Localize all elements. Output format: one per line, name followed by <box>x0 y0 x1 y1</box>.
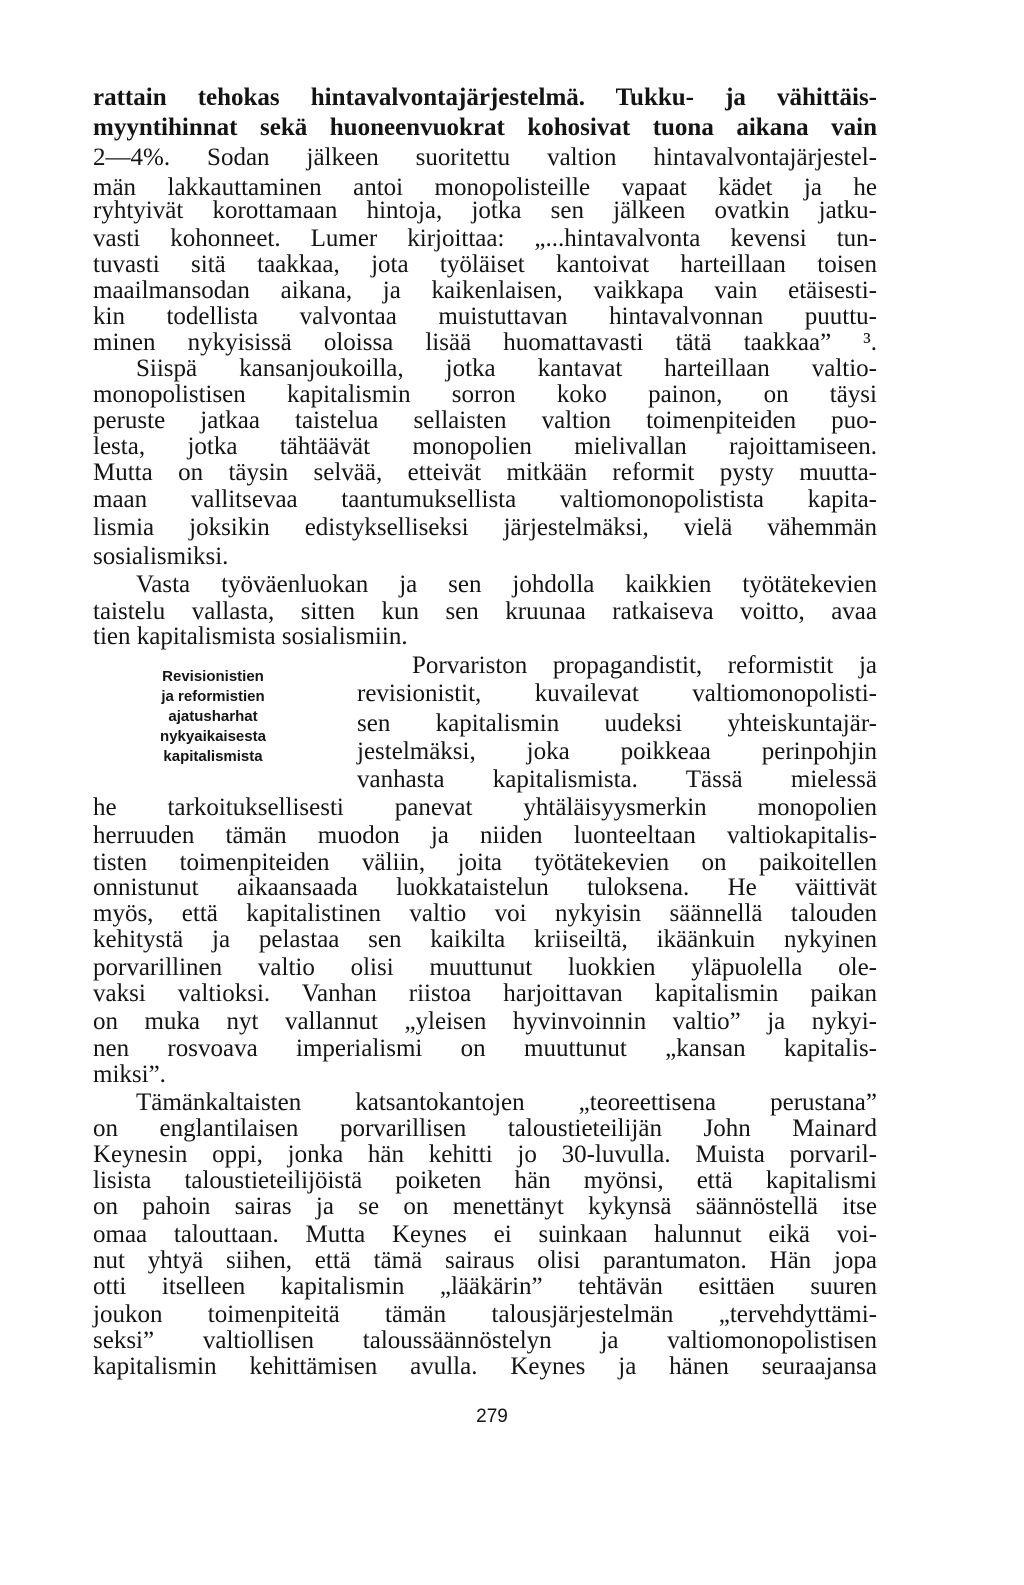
text-line: maan vallitsevaa taantumuksellista valtiomonopolistista kapita- <box>93 486 877 513</box>
text-line: monopolistisen kapitalismin sorron koko painon, on täysi <box>93 381 877 408</box>
text-line: joukon toimenpiteitä tämän talousjärjestelmän „tervehdyttämi- <box>93 1301 877 1328</box>
text-line: kapitalismin kehittämisen avulla. Keynes ja hänen seuraajansa <box>93 1353 877 1380</box>
text-line: miksi”. <box>93 1061 166 1088</box>
text-line: rattain tehokas hintavalvontajärjestelmä. Tukku- ja vähittäis- <box>93 84 877 111</box>
text-line: lesta, jotka tähtäävät monopolien mielivallan rajoittamiseen. <box>93 433 877 460</box>
text-line: kehitystä ja pelastaa sen kaikilta kriiseiltä, ikäänkuin nykyinen <box>93 926 877 953</box>
text-line: sosialismiksi. <box>93 543 229 570</box>
text-line: lismia joksikin edistykselliseksi järjestelmäksi, vielä vähemmän <box>93 514 877 541</box>
text-line: ryhtyivät korottamaan hintoja, jotka sen jälkeen ovatkin jatku- <box>93 197 877 224</box>
text-line: onnistunut aikaansaada luokkataistelun tuloksena. He väittivät <box>93 874 877 901</box>
text-line: taistelu vallasta, sitten kun sen kruunaa ratkaiseva voitto, avaa <box>93 598 877 625</box>
text-line: kin todellista valvontaa muistuttavan hintavalvonnan puuttu- <box>93 303 877 330</box>
text-line: vanhasta kapitalismista. Tässä mielessä <box>357 766 877 793</box>
text-line: porvarillinen valtio olisi muuttunut luokkien yläpuolella ole- <box>93 954 877 981</box>
margin-heading-line: ja reformistien <box>161 688 265 705</box>
text-line: lisista taloustieteilijöistä poiketen hän myönsi, että kapitalismi <box>93 1167 877 1194</box>
text-line: Vasta työväenluokan ja sen johdolla kaikkien työtätekevien <box>136 571 877 598</box>
text-line: he tarkoituksellisesti panevat yhtäläisyysmerkin monopolien <box>93 794 877 821</box>
margin-heading-line: ajatusharhat <box>168 708 258 725</box>
text-line: maailmansodan aikana, ja kaikenlaisen, vaikkapa vain etäisesti- <box>93 277 877 304</box>
margin-heading-line: nykyaikaisesta <box>160 728 266 745</box>
text-line: Keynesin oppi, jonka hän kehitti jo 30-luvulla. Muista porvaril- <box>93 1141 877 1168</box>
text-line: omaa talouttaan. Mutta Keynes ei suinkaan halunnut eikä voi- <box>93 1221 877 1248</box>
text-line: tien kapitalismista sosialismiin. <box>93 623 408 650</box>
text-line: 2—4%. Sodan jälkeen suoritettu valtion hintavalvontajärjestel- <box>93 144 877 171</box>
margin-heading-line: kapitalismista <box>163 748 263 765</box>
text-line: nen rosvoava imperialismi on muuttunut „kansan kapitalis- <box>93 1035 877 1062</box>
text-line: revisionistit, kuvailevat valtiomonopolisti- <box>357 680 877 707</box>
text-line: tuvasti sitä taakkaa, jota työläiset kantoivat harteillaan toisen <box>93 251 877 278</box>
text-line: jestelmäksi, joka poikkeaa perinpohjin <box>357 738 877 765</box>
text-line: on pahoin sairas ja se on menettänyt kykynsä säännöstellä itse <box>93 1193 877 1220</box>
text-line: on muka nyt vallannut „yleisen hyvinvoinnin valtio” ja nykyi- <box>93 1008 877 1035</box>
text-line: Porvariston propagandistit, reformistit ja <box>412 652 877 679</box>
text-line: peruste jatkaa taistelua sellaisten valtion toimenpiteiden puo- <box>93 407 877 434</box>
text-line: nut yhtyä siihen, että tämä sairaus olisi parantumaton. Hän jopa <box>93 1247 877 1274</box>
text-line: sen kapitalismin uudeksi yhteiskuntajär- <box>357 710 877 737</box>
text-line: myyntihinnat sekä huoneenvuokrat kohosivat tuona aikana vain <box>93 114 877 141</box>
margin-heading-line: Revisionistien <box>162 668 264 685</box>
page-number: 279 <box>476 1406 508 1427</box>
text-line: Mutta on täysin selvää, etteivät mitkään reformit pysty muutta- <box>93 459 877 486</box>
text-line: tisten toimenpiteiden väliin, joita työtätekevien on paikoitellen <box>93 849 877 876</box>
margin-heading <box>113 667 313 767</box>
text-line: vasti kohonneet. Lumer kirjoittaa: „...hintavalvonta kevensi tun- <box>93 225 877 252</box>
text-line: on englantilaisen porvarillisen taloustieteilijän John Mainard <box>93 1115 877 1142</box>
text-line: män lakkauttaminen antoi monopolisteille vapaat kädet ja he <box>93 174 877 201</box>
text-line: Siispä kansanjoukoilla, jotka kantavat harteillaan valtio- <box>136 355 877 382</box>
text-line: otti itselleen kapitalismin „lääkärin” tehtävän esittäen suuren <box>93 1273 877 1300</box>
text-line: myös, että kapitalistinen valtio voi nykyisin säännellä talouden <box>93 900 877 927</box>
text-line: minen nykyisissä oloissa lisää huomattavasti tätä taakkaa” ³. <box>93 329 877 356</box>
text-line: vaksi valtioksi. Vanhan riistoa harjoittavan kapitalismin paikan <box>93 980 877 1007</box>
text-line: herruuden tämän muodon ja niiden luonteeltaan valtiokapitalis- <box>93 822 877 849</box>
text-line: seksi” valtiollisen taloussäännöstelyn ja valtiomonopolistisen <box>93 1327 877 1354</box>
text-line: Tämänkaltaisten katsantokantojen „teoreettisena perustana” <box>136 1089 877 1116</box>
